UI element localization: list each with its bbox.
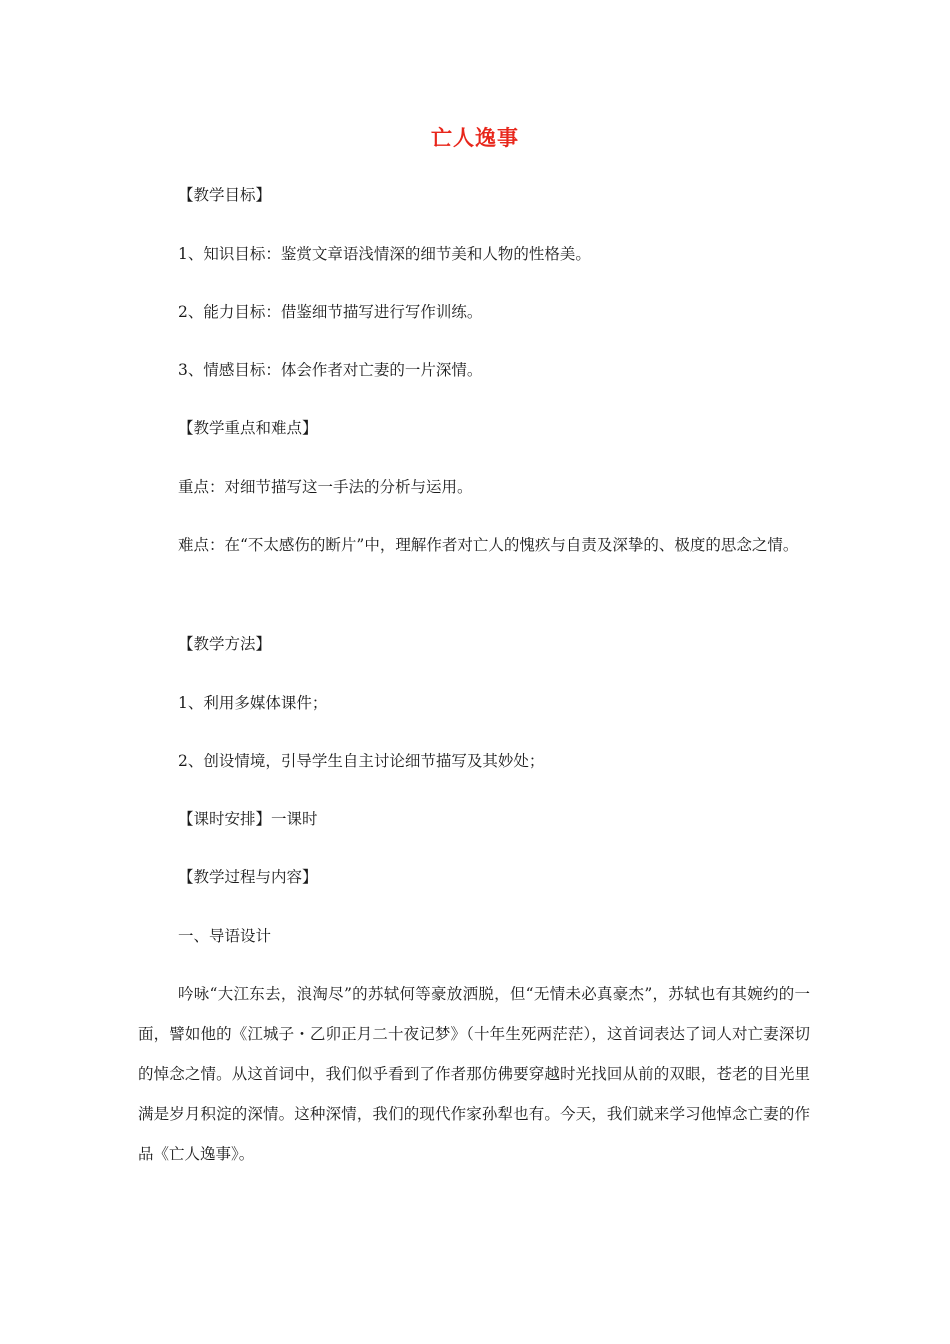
document-title: 亡人逸事 [431, 125, 519, 150]
objective-item: 1、知识目标：鉴赏文章语浅情深的细节美和人物的性格美。 [178, 245, 591, 263]
difficulty-paragraph: 难点：在“不太感伤的断片”中，理解作者对亡人的愧疚与自责及深挚的、极度的思念之情。 [178, 536, 799, 554]
method-item: 2、创设情境，引导学生自主讨论细节描写及其妙处； [178, 752, 545, 770]
methods-heading: 【教学方法】 [178, 635, 272, 653]
key-points-heading: 【教学重点和难点】 [178, 419, 318, 437]
process-heading: 【教学过程与内容】 [178, 868, 318, 886]
section-heading: 一、导语设计 [178, 927, 272, 945]
objectives-heading: 【教学目标】 [178, 186, 272, 204]
objective-item: 2、能力目标：借鉴细节描写进行写作训练。 [178, 303, 483, 321]
schedule-line: 【课时安排】一课时 [178, 810, 318, 828]
objective-item: 3、情感目标：体会作者对亡妻的一片深情。 [178, 361, 483, 379]
key-point-text: 重点：对细节描写这一手法的分析与运用。 [178, 478, 473, 496]
intro-paragraph: 吟咏“大江东去，浪淘尽”的苏轼何等豪放洒脱，但“无情未必真豪杰”，苏轼也有其婉约的一面，譬如他的《江城子・乙卯正月二十夜记梦》（十年生死两茫茫），这首词表达了词人对亡妻深切的悼念之情。从这首词中，我们似乎看到了作者那仿佛要穿越时光找回从前的双眼，苍老的目光里满是岁月积淀的深情。这种深情，我们的现代作家孙犁也有。今天，我们就来学习他悼念亡妻的作品《亡人逸事》。 [138, 985, 810, 1163]
method-item: 1、利用多媒体课件； [178, 694, 328, 712]
